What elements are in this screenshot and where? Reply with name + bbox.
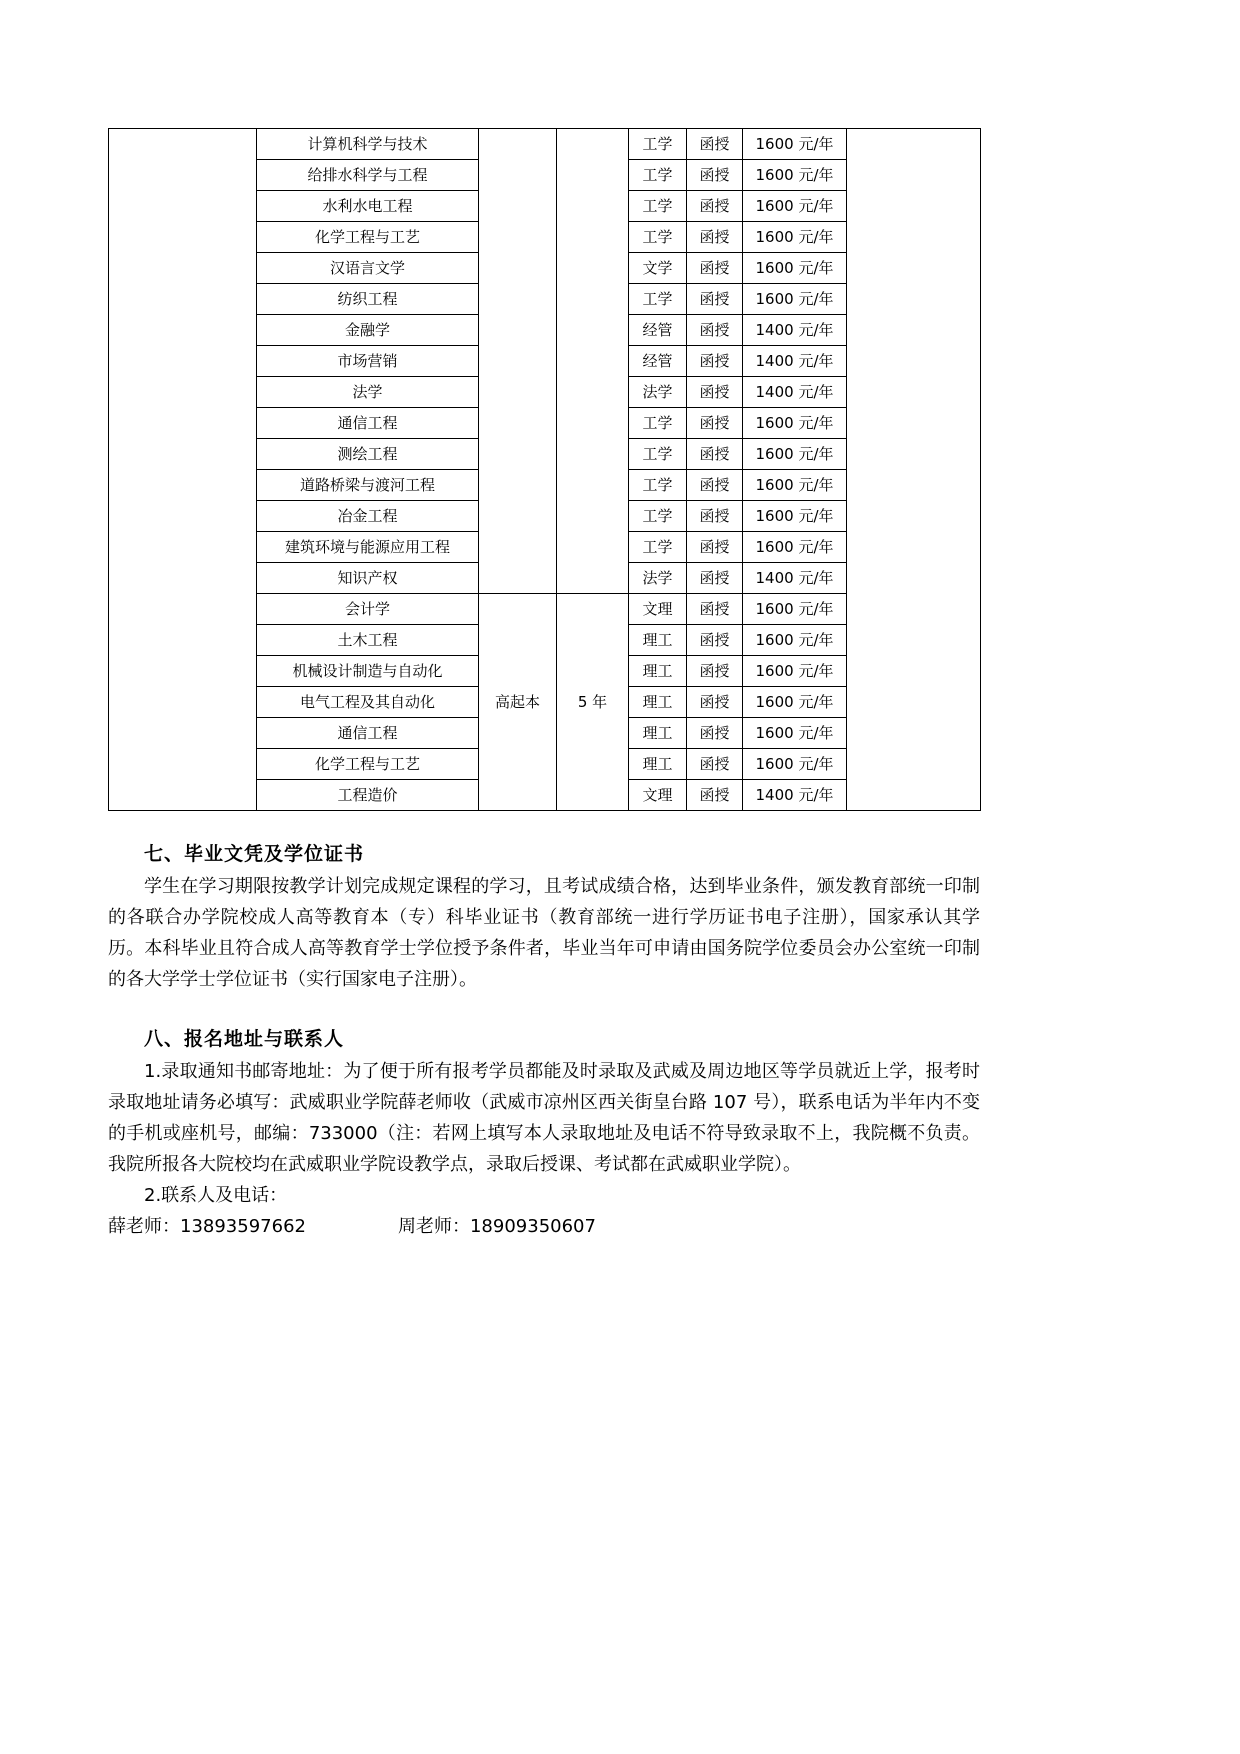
cell-major: 通信工程: [257, 408, 479, 439]
cell-fee: 1600 元/年: [743, 222, 847, 253]
contact-1-name: 薛老师：: [108, 1215, 180, 1237]
cell-major: 纺织工程: [257, 284, 479, 315]
cell-category: 工学: [629, 222, 687, 253]
cell-category: 工学: [629, 129, 687, 160]
cell-category: 工学: [629, 160, 687, 191]
cell-fee: 1600 元/年: [743, 749, 847, 780]
cell-mode: 函授: [687, 222, 743, 253]
cell-major: 工程造价: [257, 780, 479, 811]
cell-category: 工学: [629, 470, 687, 501]
cell-major: 测绘工程: [257, 439, 479, 470]
cell-level-blank: [479, 129, 557, 594]
cell-category: 法学: [629, 377, 687, 408]
cell-major: 建筑环境与能源应用工程: [257, 532, 479, 563]
section-7-paragraph: 学生在学习期限按教学计划完成规定课程的学习，且考试成绩合格，达到毕业条件，颁发教育部统一印制的各联合办学院校成人高等教育本（专）科毕业证书（教育部统一进行学历证书电子注册），国家承认其学历。本科毕业且符合成人高等教育学士学位授予条件者，毕业当年可申请由国务院学位委员会办公室统一印制的各大学学士学位证书（实行国家电子注册）。: [108, 876, 980, 990]
cell-major: 冶金工程: [257, 501, 479, 532]
cell-major: 化学工程与工艺: [257, 222, 479, 253]
cell-major: 会计学: [257, 594, 479, 625]
cell-category: 文学: [629, 253, 687, 284]
cell-mode: 函授: [687, 315, 743, 346]
section-7-heading: 七、毕业文凭及学位证书: [144, 843, 365, 865]
cell-major: 计算机科学与技术: [257, 129, 479, 160]
cell-major: 土木工程: [257, 625, 479, 656]
cell-fee: 1600 元/年: [743, 129, 847, 160]
cell-mode: 函授: [687, 532, 743, 563]
cell-fee: 1600 元/年: [743, 594, 847, 625]
cell-fee: 1600 元/年: [743, 718, 847, 749]
cell-major: 给排水科学与工程: [257, 160, 479, 191]
cell-mode: 函授: [687, 253, 743, 284]
contact-1-phone: 13893597662: [180, 1215, 306, 1237]
cell-mode: 函授: [687, 129, 743, 160]
cell-category: 文理: [629, 594, 687, 625]
cell-mode: 函授: [687, 191, 743, 222]
section-8-heading: 八、报名地址与联系人: [144, 1027, 345, 1050]
cell-category: 经管: [629, 346, 687, 377]
page-content: [108, 128, 980, 1243]
cell-fee: 1600 元/年: [743, 191, 847, 222]
contact-2-phone: 18909350607: [469, 1215, 596, 1237]
contact-2-name: 周老师：: [397, 1215, 470, 1237]
cell-fee: 1400 元/年: [743, 563, 847, 594]
cell-fee: 1600 元/年: [743, 408, 847, 439]
cell-category: 理工: [629, 687, 687, 718]
cell-fee: 1400 元/年: [743, 377, 847, 408]
cell-major: 化学工程与工艺: [257, 749, 479, 780]
cell-fee: 1600 元/年: [743, 439, 847, 470]
cell-fee: 1400 元/年: [743, 315, 847, 346]
cell-major: 通信工程: [257, 718, 479, 749]
cell-category: 法学: [629, 563, 687, 594]
cell-mode: 函授: [687, 749, 743, 780]
cell-mode: 函授: [687, 470, 743, 501]
cell-years: 5 年: [557, 594, 629, 811]
cell-mode: 函授: [687, 439, 743, 470]
cell-mode: 函授: [687, 625, 743, 656]
cell-major: 金融学: [257, 315, 479, 346]
cell-note-blank: [847, 129, 981, 811]
cell-fee: 1600 元/年: [743, 532, 847, 563]
cell-mode: 函授: [687, 718, 743, 749]
cell-fee: 1600 元/年: [743, 687, 847, 718]
cell-category: 工学: [629, 191, 687, 222]
cell-major: 市场营销: [257, 346, 479, 377]
cell-major: 水利水电工程: [257, 191, 479, 222]
cell-category: 工学: [629, 532, 687, 563]
cell-major: 机械设计制造与自动化: [257, 656, 479, 687]
cell-category: 经管: [629, 315, 687, 346]
cell-major: 汉语言文学: [257, 253, 479, 284]
cell-major: 知识产权: [257, 563, 479, 594]
cell-mode: 函授: [687, 780, 743, 811]
cell-fee: 1600 元/年: [743, 284, 847, 315]
cell-category: 工学: [629, 501, 687, 532]
cell-fee: 1600 元/年: [743, 160, 847, 191]
cell-category: 工学: [629, 284, 687, 315]
cell-major: 电气工程及其自动化: [257, 687, 479, 718]
cell-mode: 函授: [687, 656, 743, 687]
cell-category: 理工: [629, 718, 687, 749]
section-8-item-1: 1.录取通知书邮寄地址：为了便于所有报考学员都能及时录取及武威及周边地区等学员就近上学，报考时录取地址请务必填写：武威职业学院薛老师收（武威市凉州区西关街皇台路 107 号），联系电话为半年内不变的手机或座机号，邮编：733000（注：若网上填写本人录取地址及电话不符导致录取不上，我院概不负责。我院所报各大院校均在武威职业学院设教学点，录取后授课、考试都在武威职业学院）。: [108, 1060, 980, 1175]
cell-category: 文理: [629, 780, 687, 811]
cell-mode: 函授: [687, 160, 743, 191]
cell-major: 法学: [257, 377, 479, 408]
cell-fee: 1600 元/年: [743, 470, 847, 501]
cell-category: 理工: [629, 625, 687, 656]
cell-level: 高起本: [479, 594, 557, 811]
cell-fee: 1600 元/年: [743, 656, 847, 687]
cell-category: 工学: [629, 408, 687, 439]
table-row: [109, 129, 981, 160]
contact-row: [108, 1212, 980, 1243]
cell-mode: 函授: [687, 377, 743, 408]
cell-fee: 1600 元/年: [743, 625, 847, 656]
cell-fee: 1600 元/年: [743, 501, 847, 532]
section-8-item-2: 2.联系人及电话：: [144, 1184, 288, 1206]
cell-group-blank: [109, 129, 257, 811]
cell-fee: 1400 元/年: [743, 346, 847, 377]
cell-years-blank: [557, 129, 629, 594]
majors-table: [108, 128, 981, 811]
majors-table-body: [109, 129, 981, 811]
cell-mode: 函授: [687, 501, 743, 532]
cell-mode: 函授: [687, 346, 743, 377]
cell-mode: 函授: [687, 284, 743, 315]
cell-mode: 函授: [687, 408, 743, 439]
cell-category: 工学: [629, 439, 687, 470]
cell-category: 理工: [629, 749, 687, 780]
cell-fee: 1600 元/年: [743, 253, 847, 284]
cell-major: 道路桥梁与渡河工程: [257, 470, 479, 501]
cell-fee: 1400 元/年: [743, 780, 847, 811]
cell-mode: 函授: [687, 594, 743, 625]
cell-mode: 函授: [687, 563, 743, 594]
cell-mode: 函授: [687, 687, 743, 718]
cell-category: 理工: [629, 656, 687, 687]
